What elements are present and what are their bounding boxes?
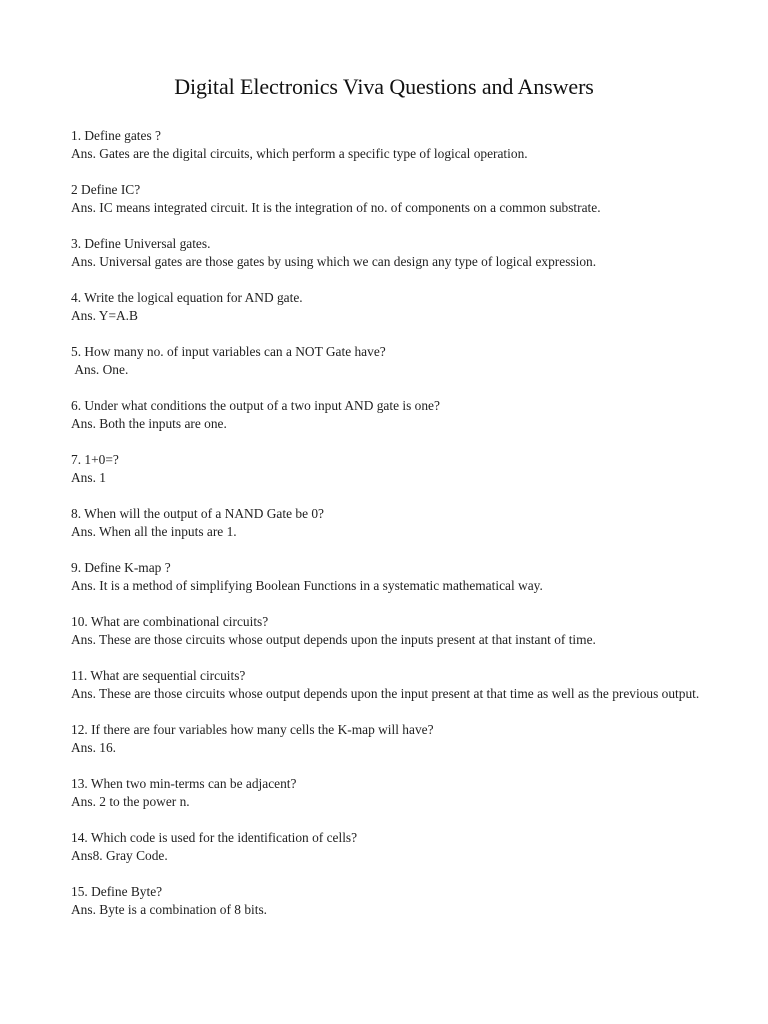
qa-item-10 xyxy=(71,613,701,649)
qa-item-7 xyxy=(71,451,701,487)
qa-item-1 xyxy=(71,127,701,163)
qa-item-9 xyxy=(71,559,701,595)
answer-text: Ans. Gates are the digital circuits, which perform a specific type of logical operation. xyxy=(71,146,528,161)
qa-item-8 xyxy=(71,505,701,541)
question-text: 12. If there are four variables how many cells the K-map will have? xyxy=(71,722,434,737)
answer-text: Ans. These are those circuits whose output depends upon the input present at that time as well as the previous output. xyxy=(71,686,700,701)
answer-text: Ans. These are those circuits whose output depends upon the inputs present at that instant of time. xyxy=(71,632,596,647)
question-text: 2 Define IC? xyxy=(71,182,141,197)
qa-list xyxy=(71,127,701,937)
qa-item-2 xyxy=(71,181,701,217)
qa-item-6 xyxy=(71,397,701,433)
qa-item-4 xyxy=(71,289,701,325)
qa-item-5 xyxy=(71,343,701,379)
answer-text: Ans. One. xyxy=(71,362,129,377)
answer-text: Ans. Both the inputs are one. xyxy=(71,416,227,431)
question-text: 6. Under what conditions the output of a two input AND gate is one? xyxy=(71,398,440,413)
question-text: 3. Define Universal gates. xyxy=(71,236,211,251)
question-text: 10. What are combinational circuits? xyxy=(71,614,269,629)
answer-text: Ans. IC means integrated circuit. It is the integration of no. of components on a common substrate. xyxy=(71,200,601,215)
question-text: 14. Which code is used for the identification of cells? xyxy=(71,830,358,845)
answer-text: Ans. It is a method of simplifying Boolean Functions in a systematic mathematical way. xyxy=(71,578,543,593)
document-title: Digital Electronics Viva Questions and Answers xyxy=(174,74,594,99)
answer-text: Ans8. Gray Code. xyxy=(71,848,168,863)
answer-text: Ans. 2 to the power n. xyxy=(71,794,190,809)
question-text: 7. 1+0=? xyxy=(71,452,119,467)
qa-item-14 xyxy=(71,829,701,865)
question-text: 11. What are sequential circuits? xyxy=(71,668,246,683)
answer-text: Ans. Universal gates are those gates by using which we can design any type of logical expression. xyxy=(71,254,597,269)
question-text: 9. Define K-map ? xyxy=(71,560,171,575)
question-text: 4. Write the logical equation for AND gate. xyxy=(71,290,303,305)
answer-text: Ans. Byte is a combination of 8 bits. xyxy=(71,902,268,917)
question-text: 15. Define Byte? xyxy=(71,884,163,899)
question-text: 8. When will the output of a NAND Gate be 0? xyxy=(71,506,324,521)
question-text: 1. Define gates ? xyxy=(71,128,161,143)
answer-text: Ans. When all the inputs are 1. xyxy=(71,524,237,539)
qa-item-13 xyxy=(71,775,701,811)
qa-item-3 xyxy=(71,235,701,271)
answer-text: Ans. 1 xyxy=(71,470,106,485)
qa-item-15 xyxy=(71,883,701,919)
answer-text: Ans. Y=A.B xyxy=(71,308,138,323)
qa-item-11 xyxy=(71,667,701,703)
question-text: 13. When two min-terms can be adjacent? xyxy=(71,776,297,791)
qa-item-12 xyxy=(71,721,701,757)
answer-text: Ans. 16. xyxy=(71,740,117,755)
question-text: 5. How many no. of input variables can a NOT Gate have? xyxy=(71,344,386,359)
